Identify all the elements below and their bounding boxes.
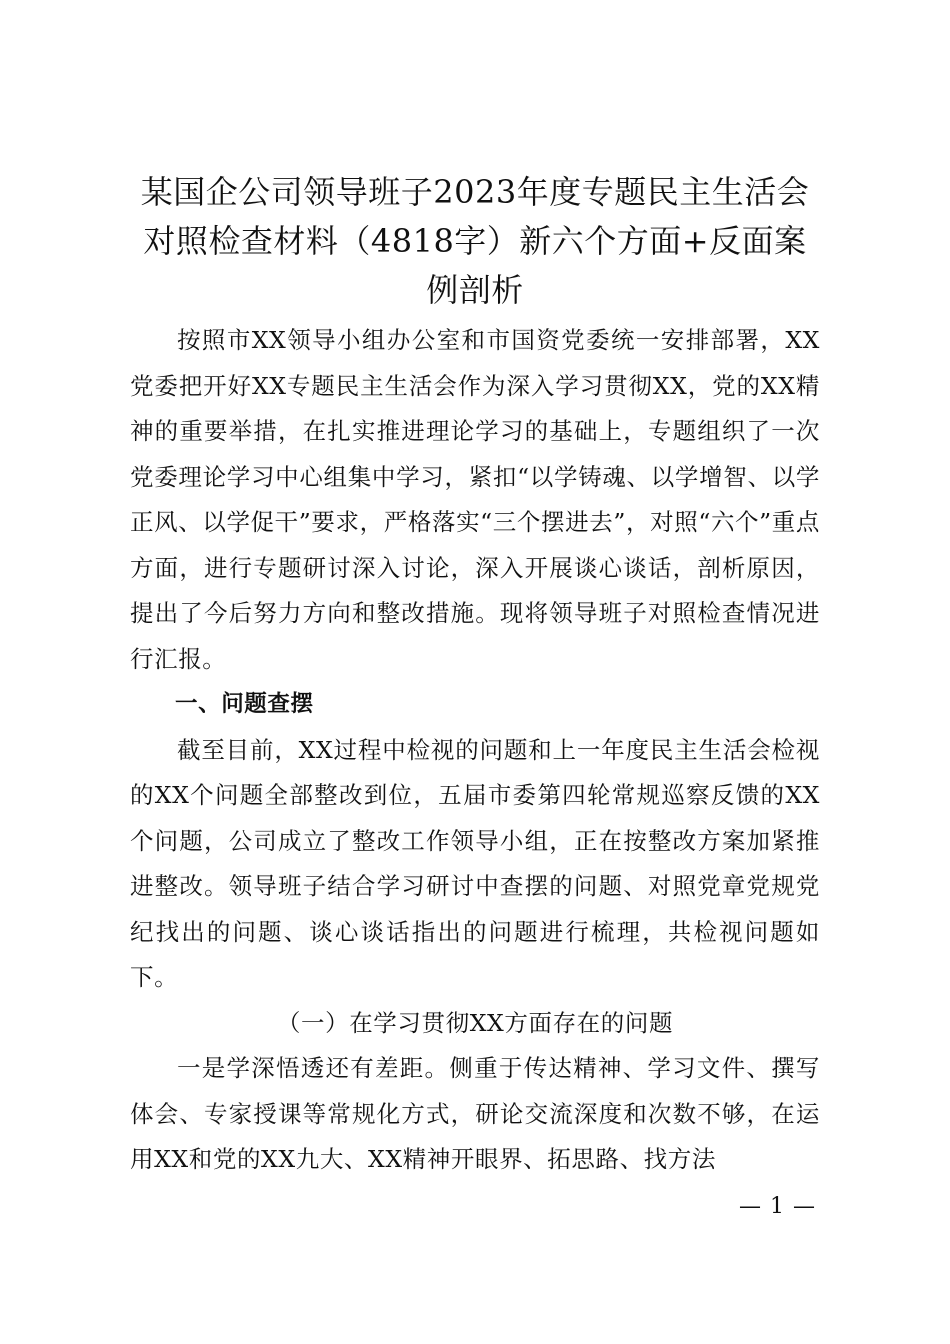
section-heading-problems: 一、问题查摆 bbox=[175, 691, 314, 717]
document-title: 某国企公司领导班子2023年度专题民主生活会对照检查材料（4818字）新六个方面+反面案例剖析 bbox=[140, 173, 810, 309]
section-paragraph-problems: 截至目前，XX过程中检视的问题和上一年度民主生活会检视的XX个问题全部整改到位，五届市委第四轮常规巡察反馈的XX个问题，公司成立了整改工作领导小组，正在按整改方案加紧推进整改。领导班子结合学习研讨中查摆的问题、对照党章党规党纪找出的问题、谈心谈话指出的问题进行梳理，共检视问题如下。 bbox=[130, 735, 820, 991]
intro-paragraph: 按照市XX领导小组办公室和市国资党委统一安排部署，XX党委把开好XX专题民主生活会作为深入学习贯彻XX，党的XX精神的重要举措，在扎实推进理论学习的基础上，专题组织了一次党委理论学习中心组集中学习，紧扣“以学铸魂、以学增智、以学正风、以学促干”要求，严格落实“三个摆进去”，对照“六个”重点方面，进行专题研讨深入讨论，深入开展谈心谈话，剖析原因，提出了今后努力方向和整改措施。现将领导班子对照检查情况进行汇报。 bbox=[130, 326, 820, 673]
document-body bbox=[130, 318, 820, 1183]
subsection-paragraph-study: 一是学深悟透还有差距。侧重于传达精神、学习文件、撰写体会、专家授课等常规化方式，研论交流深度和次数不够，在运用XX和党的XX九大、XX精神开眼界、拓思路、找方法 bbox=[130, 1054, 820, 1173]
page-number: — 1 — bbox=[739, 1194, 816, 1219]
subsection-heading-study: （一）在学习贯彻XX方面存在的问题 bbox=[276, 1008, 674, 1037]
